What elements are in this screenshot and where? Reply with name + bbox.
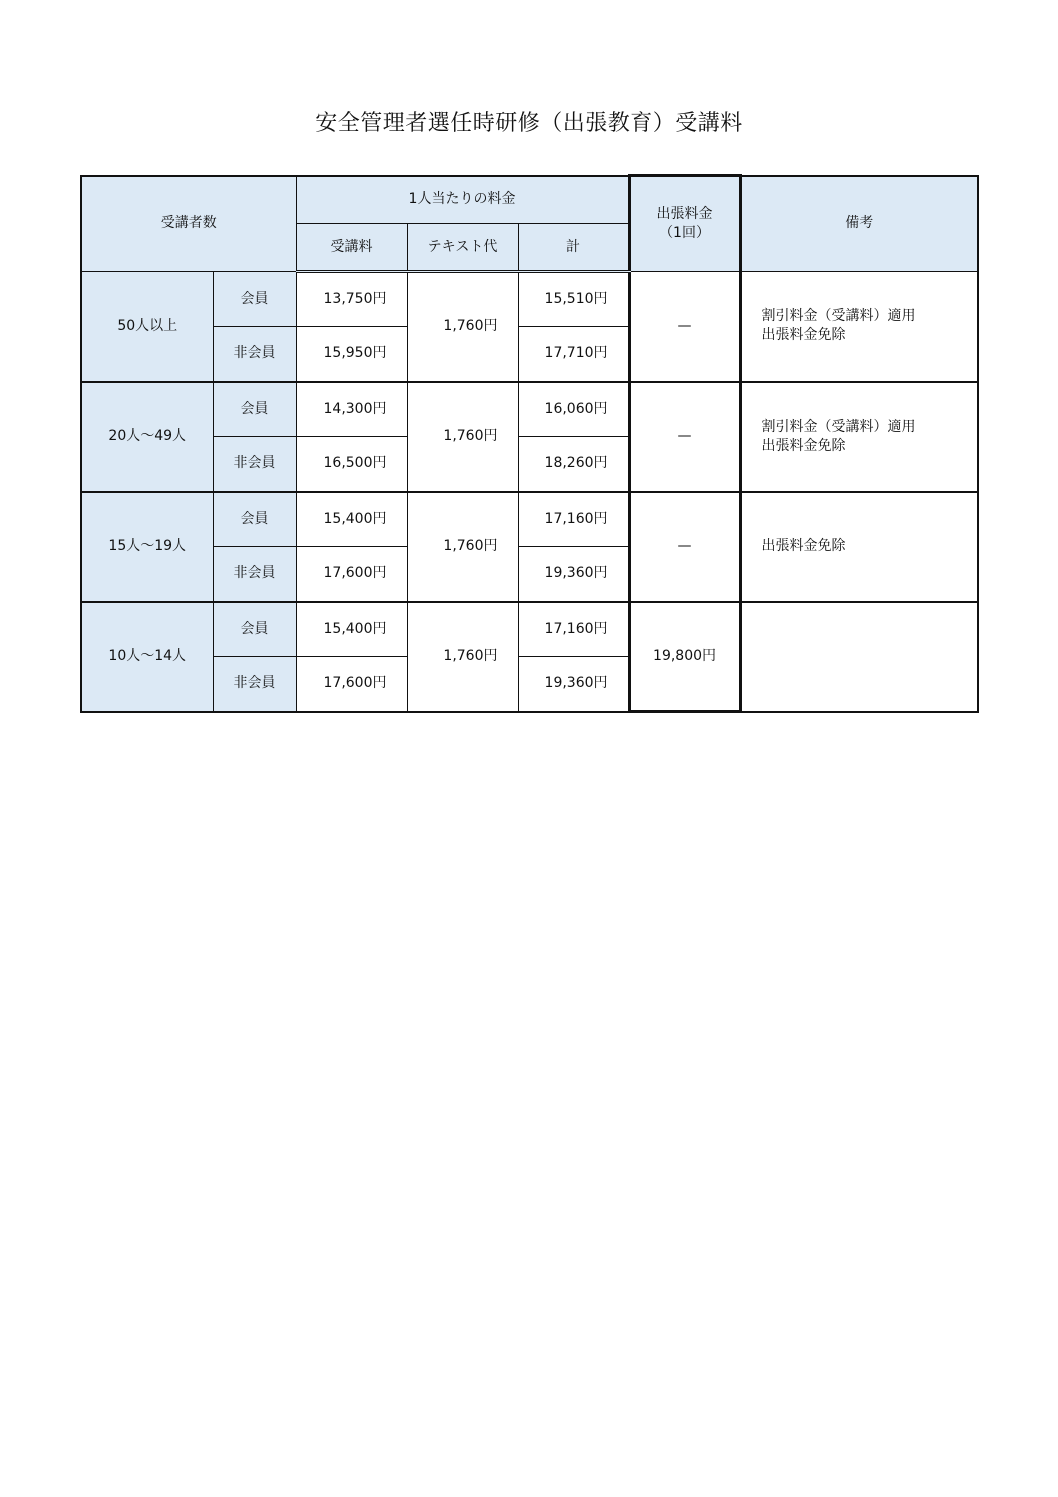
participants-group: 50人以上 [81,272,213,382]
textbook-fee: 1,760円 [407,492,518,602]
member-tuition: 14,300円 [296,382,407,437]
remarks [740,492,978,602]
remarks-line2: 出張料金免除 [761,327,846,344]
remarks [740,602,978,712]
nonmember-label: 非会員 [213,657,296,712]
nonmember-total: 19,360円 [518,547,629,602]
header-textbook: テキスト代 [407,224,518,272]
header-travel-fee [629,176,740,272]
page-title: 安全管理者選任時研修（出張教育）受講料 [315,111,743,136]
nonmember-total: 17,710円 [518,327,629,382]
remarks-line1: 割引料金（受講料）適用 [761,418,916,435]
member-tuition: 13,750円 [296,272,407,327]
participants-group: 10人～14人 [81,602,213,712]
participants-group: 15人～19人 [81,492,213,602]
table-row [81,382,978,437]
remarks [740,272,978,382]
member-label: 会員 [213,272,296,327]
member-label: 会員 [213,382,296,437]
member-total: 17,160円 [518,492,629,547]
table-row [81,602,978,657]
travel-fee: — [629,382,740,492]
remarks-line1: 割引料金（受講料）適用 [761,308,916,325]
travel-fee: — [629,492,740,602]
nonmember-total: 19,360円 [518,657,629,712]
header-tuition: 受講料 [296,224,407,272]
table-row [81,492,978,547]
nonmember-tuition: 17,600円 [296,547,407,602]
participants-group: 20人～49人 [81,382,213,492]
nonmember-total: 18,260円 [518,437,629,492]
header-travel-fee-line2: （1回） [659,225,710,241]
member-total: 15,510円 [518,272,629,327]
nonmember-tuition: 15,950円 [296,327,407,382]
member-tuition: 15,400円 [296,492,407,547]
textbook-fee: 1,760円 [407,382,518,492]
textbook-fee: 1,760円 [407,602,518,712]
nonmember-label: 非会員 [213,327,296,382]
remarks [740,382,978,492]
nonmember-tuition: 17,600円 [296,657,407,712]
travel-fee: 19,800円 [629,602,740,712]
member-total: 16,060円 [518,382,629,437]
member-total: 17,160円 [518,602,629,657]
header-total: 計 [518,224,629,272]
header-remarks: 備考 [740,176,978,272]
member-label: 会員 [213,492,296,547]
nonmember-tuition: 16,500円 [296,437,407,492]
travel-fee: — [629,272,740,382]
header-travel-fee-line1: 出張料金 [656,206,713,223]
remarks-line1: 出張料金免除 [761,538,846,555]
textbook-fee: 1,760円 [407,272,518,382]
remarks-line2: 出張料金免除 [761,437,846,454]
fee-table [80,174,979,713]
nonmember-label: 非会員 [213,547,296,602]
header-per-person: 1人当たりの料金 [296,176,629,224]
table-row [81,272,978,327]
member-tuition: 15,400円 [296,602,407,657]
header-participants: 受講者数 [81,176,296,272]
member-label: 会員 [213,602,296,657]
nonmember-label: 非会員 [213,437,296,492]
